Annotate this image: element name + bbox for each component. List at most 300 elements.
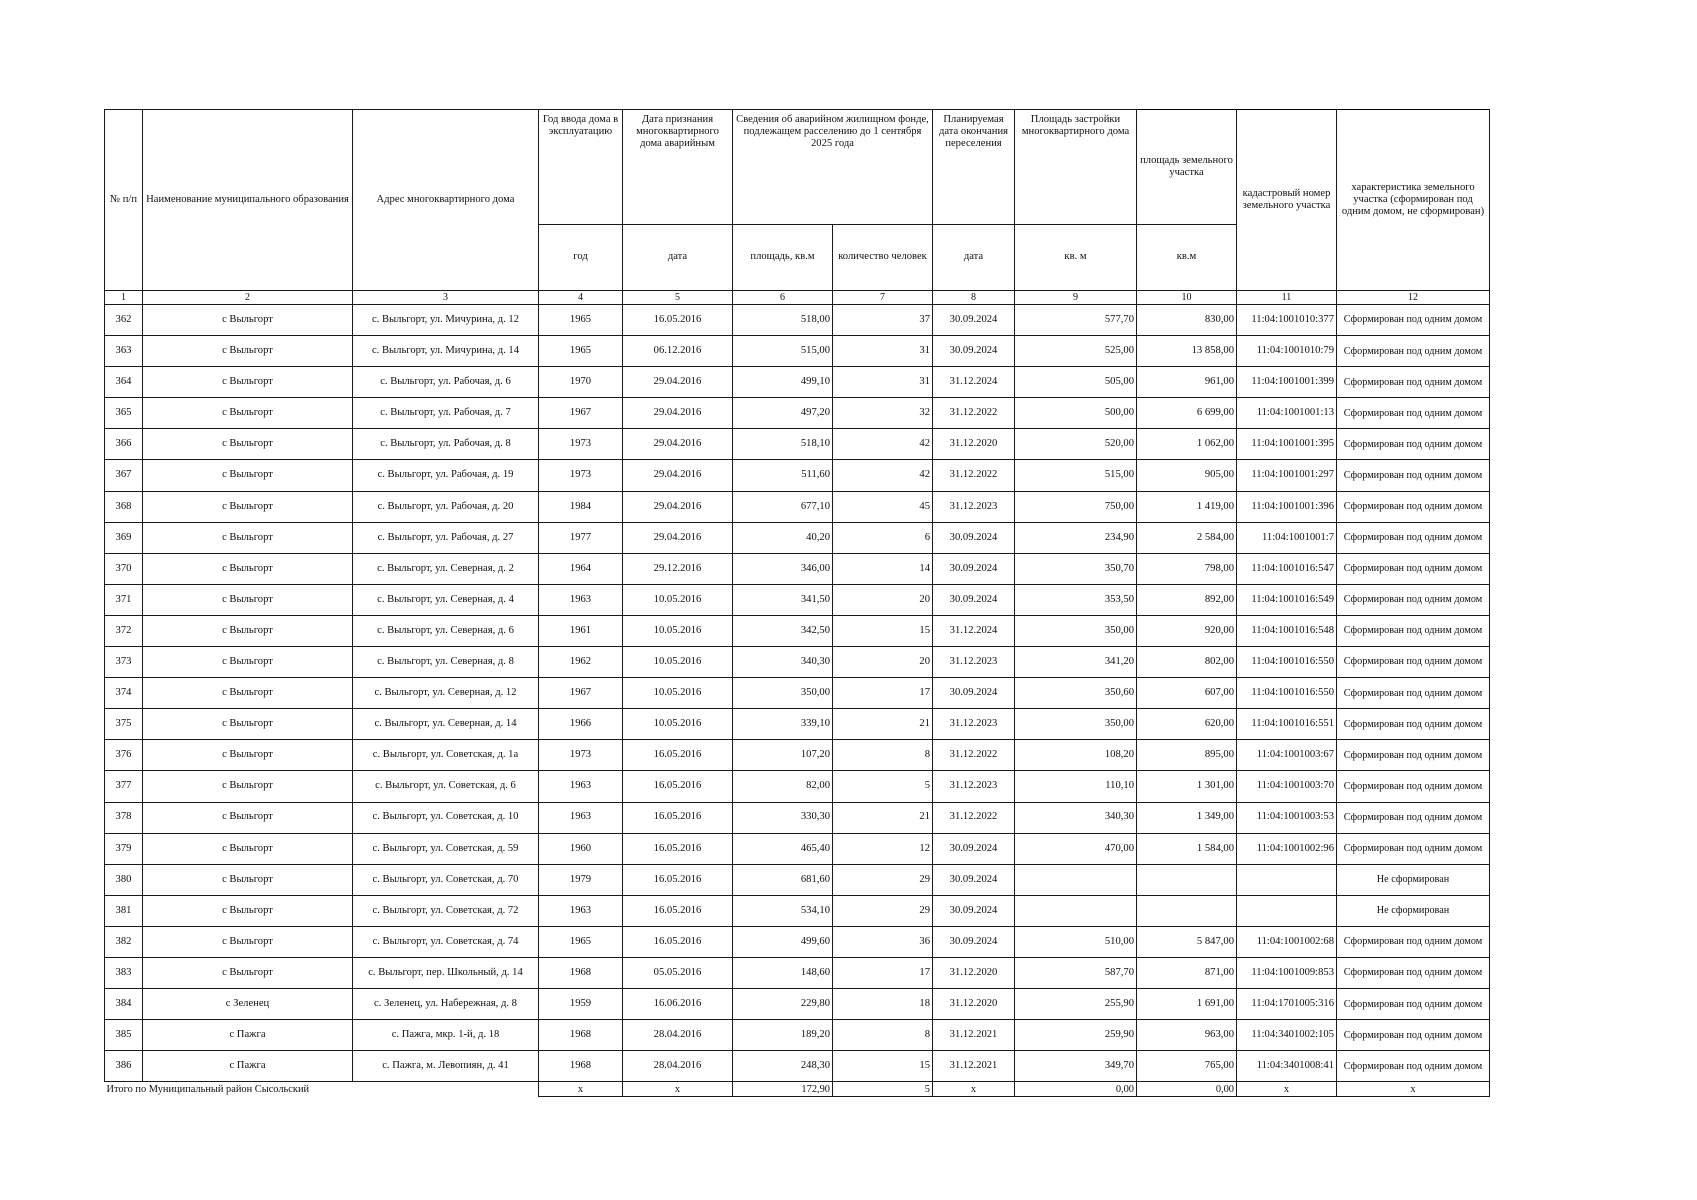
land-area-cell: 895,00 bbox=[1137, 740, 1237, 771]
date-cell: 29.12.2016 bbox=[623, 553, 733, 584]
land-status-cell: Сформирован под одним домом bbox=[1337, 926, 1490, 957]
address-cell: с. Выльгорт, ул. Рабочая, д. 6 bbox=[353, 367, 539, 398]
date-cell: 16.05.2016 bbox=[623, 895, 733, 926]
column-number: 2 bbox=[143, 291, 353, 305]
people-cell: 36 bbox=[833, 926, 933, 957]
land-area-cell: 963,00 bbox=[1137, 1020, 1237, 1051]
land-status-cell: Сформирован под одним домом bbox=[1337, 678, 1490, 709]
date-cell: 06.12.2016 bbox=[623, 336, 733, 367]
land-area-cell: 13 858,00 bbox=[1137, 336, 1237, 367]
land-area-cell: 2 584,00 bbox=[1137, 522, 1237, 553]
plan-date-cell: 31.12.2022 bbox=[933, 802, 1015, 833]
build-area-cell: 255,90 bbox=[1015, 989, 1137, 1020]
area-cell: 330,30 bbox=[733, 802, 833, 833]
people-cell: 8 bbox=[833, 740, 933, 771]
land-area-cell: 961,00 bbox=[1137, 367, 1237, 398]
year-cell: 1977 bbox=[539, 522, 623, 553]
cadastral-cell: 11:04:1001003:70 bbox=[1237, 771, 1337, 802]
plan-date-cell: 31.12.2022 bbox=[933, 740, 1015, 771]
total-build-cell: 0,00 bbox=[1015, 1082, 1137, 1097]
cadastral-cell: 11:04:1001001:7 bbox=[1237, 522, 1337, 553]
plan-date-cell: 30.09.2024 bbox=[933, 336, 1015, 367]
row-number: 380 bbox=[105, 864, 143, 895]
plan-date-cell: 31.12.2020 bbox=[933, 429, 1015, 460]
land-status-cell: Сформирован под одним домом bbox=[1337, 1020, 1490, 1051]
plan-date-cell: 31.12.2022 bbox=[933, 398, 1015, 429]
cadastral-cell bbox=[1237, 864, 1337, 895]
land-status-cell: Сформирован под одним домом bbox=[1337, 802, 1490, 833]
column-number: 8 bbox=[933, 291, 1015, 305]
area-cell: 518,00 bbox=[733, 305, 833, 336]
cadastral-cell: 11:04:3401002:105 bbox=[1237, 1020, 1337, 1051]
table-row bbox=[105, 895, 1490, 926]
address-cell: с. Выльгорт, ул. Северная, д. 2 bbox=[353, 553, 539, 584]
year-cell: 1967 bbox=[539, 678, 623, 709]
people-cell: 14 bbox=[833, 553, 933, 584]
column-number: 5 bbox=[623, 291, 733, 305]
year-cell: 1959 bbox=[539, 989, 623, 1020]
total-area-cell: 172,90 bbox=[733, 1082, 833, 1097]
land-area-cell: 1 062,00 bbox=[1137, 429, 1237, 460]
land-status-cell: Сформирован под одним домом bbox=[1337, 957, 1490, 988]
build-area-cell: 234,90 bbox=[1015, 522, 1137, 553]
date-cell: 28.04.2016 bbox=[623, 1020, 733, 1051]
people-cell: 8 bbox=[833, 1020, 933, 1051]
build-area-cell: 510,00 bbox=[1015, 926, 1137, 957]
municipality-cell: с Зеленец bbox=[143, 989, 353, 1020]
row-number: 379 bbox=[105, 833, 143, 864]
table-row bbox=[105, 429, 1490, 460]
date-cell: 10.05.2016 bbox=[623, 647, 733, 678]
area-cell: 340,30 bbox=[733, 647, 833, 678]
header-emergency-fund: Сведения об аварийном жилищном фонде, подлежащем расселению до 1 сентября 2025 года bbox=[733, 110, 933, 225]
subheader-people: количество человек bbox=[833, 225, 933, 291]
date-cell: 29.04.2016 bbox=[623, 367, 733, 398]
municipality-cell: с Выльгорт bbox=[143, 833, 353, 864]
table-row bbox=[105, 957, 1490, 988]
build-area-cell bbox=[1015, 864, 1137, 895]
column-number: 4 bbox=[539, 291, 623, 305]
plan-date-cell: 31.12.2023 bbox=[933, 647, 1015, 678]
area-cell: 341,50 bbox=[733, 584, 833, 615]
row-number: 373 bbox=[105, 647, 143, 678]
year-cell: 1966 bbox=[539, 709, 623, 740]
build-area-cell: 341,20 bbox=[1015, 647, 1137, 678]
plan-date-cell: 30.09.2024 bbox=[933, 678, 1015, 709]
address-cell: с. Выльгорт, ул. Северная, д. 4 bbox=[353, 584, 539, 615]
address-cell: с. Выльгорт, ул. Северная, д. 6 bbox=[353, 615, 539, 646]
people-cell: 15 bbox=[833, 615, 933, 646]
cadastral-cell: 11:04:1001016:551 bbox=[1237, 709, 1337, 740]
address-cell: с. Выльгорт, ул. Северная, д. 14 bbox=[353, 709, 539, 740]
column-number: 1 bbox=[105, 291, 143, 305]
plan-date-cell: 30.09.2024 bbox=[933, 833, 1015, 864]
land-area-cell: 1 584,00 bbox=[1137, 833, 1237, 864]
address-cell: с. Выльгорт, ул. Северная, д. 8 bbox=[353, 647, 539, 678]
year-cell: 1973 bbox=[539, 460, 623, 491]
land-status-cell: Сформирован под одним домом bbox=[1337, 740, 1490, 771]
build-area-cell: 587,70 bbox=[1015, 957, 1137, 988]
row-number: 364 bbox=[105, 367, 143, 398]
area-cell: 518,10 bbox=[733, 429, 833, 460]
cadastral-cell: 11:04:1001002:96 bbox=[1237, 833, 1337, 864]
date-cell: 29.04.2016 bbox=[623, 491, 733, 522]
row-number: 370 bbox=[105, 553, 143, 584]
area-cell: 499,10 bbox=[733, 367, 833, 398]
address-cell: с. Выльгорт, ул. Советская, д. 1а bbox=[353, 740, 539, 771]
municipality-cell: с Выльгорт bbox=[143, 336, 353, 367]
row-number: 386 bbox=[105, 1051, 143, 1082]
land-area-cell: 798,00 bbox=[1137, 553, 1237, 584]
year-cell: 1973 bbox=[539, 740, 623, 771]
year-cell: 1968 bbox=[539, 957, 623, 988]
date-cell: 16.06.2016 bbox=[623, 989, 733, 1020]
cadastral-cell: 11:04:1001009:853 bbox=[1237, 957, 1337, 988]
subheader-plan-date: дата bbox=[933, 225, 1015, 291]
cadastral-cell: 11:04:1001001:297 bbox=[1237, 460, 1337, 491]
build-area-cell: 349,70 bbox=[1015, 1051, 1137, 1082]
total-people-cell: 5 bbox=[833, 1082, 933, 1097]
plan-date-cell: 30.09.2024 bbox=[933, 895, 1015, 926]
plan-date-cell: 31.12.2023 bbox=[933, 709, 1015, 740]
subheader-kvm: кв.м bbox=[1137, 225, 1237, 291]
address-cell: с. Выльгорт, ул. Рабочая, д. 27 bbox=[353, 522, 539, 553]
header-build-area: Площадь застройки многоквартирного дома bbox=[1015, 110, 1137, 225]
cadastral-cell: 11:04:1001001:396 bbox=[1237, 491, 1337, 522]
header-row bbox=[105, 110, 1490, 225]
build-area-cell: 350,60 bbox=[1015, 678, 1137, 709]
land-status-cell: Сформирован под одним домом bbox=[1337, 553, 1490, 584]
header-planned-date: Планируемая дата окончания переселения bbox=[933, 110, 1015, 225]
total-row bbox=[105, 1082, 1490, 1097]
municipality-cell: с Выльгорт bbox=[143, 367, 353, 398]
land-area-cell: 871,00 bbox=[1137, 957, 1237, 988]
total-year-cell: x bbox=[539, 1082, 623, 1097]
table-row bbox=[105, 336, 1490, 367]
land-status-cell: Сформирован под одним домом bbox=[1337, 522, 1490, 553]
address-cell: с. Выльгорт, ул. Рабочая, д. 19 bbox=[353, 460, 539, 491]
header-address: Адрес многоквартирного дома bbox=[353, 110, 539, 291]
municipality-cell: с Выльгорт bbox=[143, 584, 353, 615]
land-area-cell: 1 419,00 bbox=[1137, 491, 1237, 522]
total-plan-cell: x bbox=[933, 1082, 1015, 1097]
land-status-cell: Сформирован под одним домом bbox=[1337, 491, 1490, 522]
subheader-year: год bbox=[539, 225, 623, 291]
area-cell: 189,20 bbox=[733, 1020, 833, 1051]
total-land-cell: 0,00 bbox=[1137, 1082, 1237, 1097]
people-cell: 17 bbox=[833, 957, 933, 988]
header-land-char: характеристика земельного участка (сформирован под одним домом, не сформирован) bbox=[1337, 110, 1490, 291]
table-row bbox=[105, 740, 1490, 771]
cadastral-cell: 11:04:1001002:68 bbox=[1237, 926, 1337, 957]
municipality-cell: с Выльгорт bbox=[143, 771, 353, 802]
year-cell: 1960 bbox=[539, 833, 623, 864]
people-cell: 5 bbox=[833, 771, 933, 802]
column-number: 11 bbox=[1237, 291, 1337, 305]
land-area-cell: 620,00 bbox=[1137, 709, 1237, 740]
build-area-cell bbox=[1015, 895, 1137, 926]
area-cell: 534,10 bbox=[733, 895, 833, 926]
build-area-cell: 259,90 bbox=[1015, 1020, 1137, 1051]
land-status-cell: Сформирован под одним домом bbox=[1337, 833, 1490, 864]
cadastral-cell: 11:04:1001003:67 bbox=[1237, 740, 1337, 771]
row-number: 384 bbox=[105, 989, 143, 1020]
build-area-cell: 750,00 bbox=[1015, 491, 1137, 522]
build-area-cell: 340,30 bbox=[1015, 802, 1137, 833]
area-cell: 342,50 bbox=[733, 615, 833, 646]
people-cell: 32 bbox=[833, 398, 933, 429]
year-cell: 1965 bbox=[539, 926, 623, 957]
date-cell: 28.04.2016 bbox=[623, 1051, 733, 1082]
municipality-cell: с Выльгорт bbox=[143, 522, 353, 553]
subheader-area: площадь, кв.м bbox=[733, 225, 833, 291]
municipality-cell: с Выльгорт bbox=[143, 864, 353, 895]
table-row bbox=[105, 864, 1490, 895]
row-number: 377 bbox=[105, 771, 143, 802]
date-cell: 29.04.2016 bbox=[623, 460, 733, 491]
address-cell: с. Выльгорт, ул. Советская, д. 6 bbox=[353, 771, 539, 802]
total-label: Итого по Муниципальный район Сысольский bbox=[105, 1082, 539, 1097]
date-cell: 29.04.2016 bbox=[623, 398, 733, 429]
cadastral-cell: 11:04:1001016:550 bbox=[1237, 647, 1337, 678]
row-number: 372 bbox=[105, 615, 143, 646]
header-cadastral: кадастровый номер земельного участка bbox=[1237, 110, 1337, 291]
plan-date-cell: 31.12.2023 bbox=[933, 771, 1015, 802]
year-cell: 1965 bbox=[539, 305, 623, 336]
municipality-cell: с Выльгорт bbox=[143, 398, 353, 429]
total-status-cell: x bbox=[1337, 1082, 1490, 1097]
address-cell: с. Пажга, м. Левопиян, д. 41 bbox=[353, 1051, 539, 1082]
land-status-cell: Не сформирован bbox=[1337, 895, 1490, 926]
date-cell: 29.04.2016 bbox=[623, 429, 733, 460]
build-area-cell: 525,00 bbox=[1015, 336, 1137, 367]
date-cell: 05.05.2016 bbox=[623, 957, 733, 988]
table-row bbox=[105, 615, 1490, 646]
land-area-cell: 892,00 bbox=[1137, 584, 1237, 615]
date-cell: 29.04.2016 bbox=[623, 522, 733, 553]
row-number: 368 bbox=[105, 491, 143, 522]
date-cell: 16.05.2016 bbox=[623, 802, 733, 833]
municipality-cell: с Выльгорт bbox=[143, 429, 353, 460]
date-cell: 16.05.2016 bbox=[623, 305, 733, 336]
header-num: № п/п bbox=[105, 110, 143, 291]
municipality-cell: с Выльгорт bbox=[143, 802, 353, 833]
people-cell: 15 bbox=[833, 1051, 933, 1082]
date-cell: 16.05.2016 bbox=[623, 833, 733, 864]
build-area-cell: 350,70 bbox=[1015, 553, 1137, 584]
land-area-cell bbox=[1137, 864, 1237, 895]
land-status-cell: Сформирован под одним домом bbox=[1337, 398, 1490, 429]
year-cell: 1967 bbox=[539, 398, 623, 429]
area-cell: 499,60 bbox=[733, 926, 833, 957]
table-row bbox=[105, 522, 1490, 553]
people-cell: 29 bbox=[833, 895, 933, 926]
cadastral-cell: 11:04:1001016:549 bbox=[1237, 584, 1337, 615]
area-cell: 40,20 bbox=[733, 522, 833, 553]
people-cell: 31 bbox=[833, 336, 933, 367]
table-row bbox=[105, 553, 1490, 584]
cadastral-cell bbox=[1237, 895, 1337, 926]
housing-table-sheet bbox=[104, 109, 1490, 1097]
row-number: 383 bbox=[105, 957, 143, 988]
land-status-cell: Сформирован под одним домом bbox=[1337, 367, 1490, 398]
column-number: 7 bbox=[833, 291, 933, 305]
land-area-cell: 5 847,00 bbox=[1137, 926, 1237, 957]
area-cell: 339,10 bbox=[733, 709, 833, 740]
area-cell: 465,40 bbox=[733, 833, 833, 864]
date-cell: 16.05.2016 bbox=[623, 740, 733, 771]
municipality-cell: с Выльгорт bbox=[143, 678, 353, 709]
table-row bbox=[105, 926, 1490, 957]
cadastral-cell: 11:04:1001016:547 bbox=[1237, 553, 1337, 584]
date-cell: 10.05.2016 bbox=[623, 678, 733, 709]
cadastral-cell: 11:04:1001001:395 bbox=[1237, 429, 1337, 460]
year-cell: 1963 bbox=[539, 802, 623, 833]
cadastral-cell: 11:04:1001010:79 bbox=[1237, 336, 1337, 367]
land-status-cell: Сформирован под одним домом bbox=[1337, 989, 1490, 1020]
year-cell: 1970 bbox=[539, 367, 623, 398]
date-cell: 16.05.2016 bbox=[623, 926, 733, 957]
address-cell: с. Выльгорт, ул. Советская, д. 10 bbox=[353, 802, 539, 833]
plan-date-cell: 31.12.2021 bbox=[933, 1020, 1015, 1051]
year-cell: 1964 bbox=[539, 553, 623, 584]
area-cell: 148,60 bbox=[733, 957, 833, 988]
date-cell: 16.05.2016 bbox=[623, 864, 733, 895]
date-cell: 16.05.2016 bbox=[623, 771, 733, 802]
column-number: 3 bbox=[353, 291, 539, 305]
land-area-cell: 920,00 bbox=[1137, 615, 1237, 646]
table-row bbox=[105, 305, 1490, 336]
cadastral-cell: 11:04:1001001:13 bbox=[1237, 398, 1337, 429]
people-cell: 21 bbox=[833, 709, 933, 740]
column-number-row bbox=[105, 291, 1490, 305]
land-area-cell bbox=[1137, 895, 1237, 926]
build-area-cell: 108,20 bbox=[1015, 740, 1137, 771]
year-cell: 1961 bbox=[539, 615, 623, 646]
address-cell: с. Выльгорт, ул. Рабочая, д. 8 bbox=[353, 429, 539, 460]
column-number: 9 bbox=[1015, 291, 1137, 305]
plan-date-cell: 30.09.2024 bbox=[933, 305, 1015, 336]
people-cell: 37 bbox=[833, 305, 933, 336]
date-cell: 10.05.2016 bbox=[623, 615, 733, 646]
area-cell: 229,80 bbox=[733, 989, 833, 1020]
land-status-cell: Сформирован под одним домом bbox=[1337, 647, 1490, 678]
row-number: 365 bbox=[105, 398, 143, 429]
land-area-cell: 1 301,00 bbox=[1137, 771, 1237, 802]
people-cell: 42 bbox=[833, 429, 933, 460]
address-cell: с. Выльгорт, ул. Рабочая, д. 20 bbox=[353, 491, 539, 522]
table-row bbox=[105, 709, 1490, 740]
table-row bbox=[105, 1020, 1490, 1051]
land-status-cell: Сформирован под одним домом bbox=[1337, 460, 1490, 491]
table-row bbox=[105, 833, 1490, 864]
people-cell: 31 bbox=[833, 367, 933, 398]
people-cell: 18 bbox=[833, 989, 933, 1020]
municipality-cell: с Выльгорт bbox=[143, 709, 353, 740]
row-number: 366 bbox=[105, 429, 143, 460]
area-cell: 511,60 bbox=[733, 460, 833, 491]
plan-date-cell: 31.12.2024 bbox=[933, 367, 1015, 398]
land-area-cell: 905,00 bbox=[1137, 460, 1237, 491]
cadastral-cell: 11:04:3401008:41 bbox=[1237, 1051, 1337, 1082]
plan-date-cell: 31.12.2024 bbox=[933, 615, 1015, 646]
land-area-cell: 1 691,00 bbox=[1137, 989, 1237, 1020]
header-municipality: Наименование муниципального образования bbox=[143, 110, 353, 291]
column-number: 6 bbox=[733, 291, 833, 305]
municipality-cell: с Выльгорт bbox=[143, 895, 353, 926]
row-number: 362 bbox=[105, 305, 143, 336]
subheader-sqm: кв. м bbox=[1015, 225, 1137, 291]
people-cell: 45 bbox=[833, 491, 933, 522]
row-number: 378 bbox=[105, 802, 143, 833]
year-cell: 1968 bbox=[539, 1051, 623, 1082]
cadastral-cell: 11:04:1001003:53 bbox=[1237, 802, 1337, 833]
land-status-cell: Сформирован под одним домом bbox=[1337, 1051, 1490, 1082]
address-cell: с. Выльгорт, ул. Северная, д. 12 bbox=[353, 678, 539, 709]
address-cell: с. Пажга, мкр. 1-й, д. 18 bbox=[353, 1020, 539, 1051]
build-area-cell: 500,00 bbox=[1015, 398, 1137, 429]
row-number: 369 bbox=[105, 522, 143, 553]
address-cell: с. Выльгорт, ул. Мичурина, д. 14 bbox=[353, 336, 539, 367]
land-area-cell: 607,00 bbox=[1137, 678, 1237, 709]
build-area-cell: 470,00 bbox=[1015, 833, 1137, 864]
table-row bbox=[105, 678, 1490, 709]
build-area-cell: 350,00 bbox=[1015, 615, 1137, 646]
year-cell: 1979 bbox=[539, 864, 623, 895]
cadastral-cell: 11:04:1001016:548 bbox=[1237, 615, 1337, 646]
land-status-cell: Сформирован под одним домом bbox=[1337, 771, 1490, 802]
column-number: 12 bbox=[1337, 291, 1490, 305]
land-status-cell: Не сформирован bbox=[1337, 864, 1490, 895]
area-cell: 82,00 bbox=[733, 771, 833, 802]
year-cell: 1973 bbox=[539, 429, 623, 460]
area-cell: 681,60 bbox=[733, 864, 833, 895]
people-cell: 42 bbox=[833, 460, 933, 491]
area-cell: 350,00 bbox=[733, 678, 833, 709]
emergency-housing-table bbox=[104, 109, 1490, 1097]
address-cell: с. Выльгорт, пер. Школьный, д. 14 bbox=[353, 957, 539, 988]
people-cell: 6 bbox=[833, 522, 933, 553]
area-cell: 497,20 bbox=[733, 398, 833, 429]
header-year-commission: Год ввода дома в эксплуатацию bbox=[539, 110, 623, 225]
table-row bbox=[105, 491, 1490, 522]
plan-date-cell: 30.09.2024 bbox=[933, 522, 1015, 553]
municipality-cell: с Выльгорт bbox=[143, 491, 353, 522]
address-cell: с. Выльгорт, ул. Советская, д. 74 bbox=[353, 926, 539, 957]
total-cad-cell: x bbox=[1237, 1082, 1337, 1097]
plan-date-cell: 30.09.2024 bbox=[933, 926, 1015, 957]
land-status-cell: Сформирован под одним домом bbox=[1337, 429, 1490, 460]
people-cell: 29 bbox=[833, 864, 933, 895]
address-cell: с. Зеленец, ул. Набережная, д. 8 bbox=[353, 989, 539, 1020]
land-status-cell: Сформирован под одним домом bbox=[1337, 584, 1490, 615]
plan-date-cell: 30.09.2024 bbox=[933, 584, 1015, 615]
cadastral-cell: 11:04:1001016:550 bbox=[1237, 678, 1337, 709]
year-cell: 1965 bbox=[539, 336, 623, 367]
header-land-area: площадь земельного участка bbox=[1137, 110, 1237, 225]
area-cell: 677,10 bbox=[733, 491, 833, 522]
land-status-cell: Сформирован под одним домом bbox=[1337, 336, 1490, 367]
header-date-emergency: Дата признания многоквартирного дома аварийным bbox=[623, 110, 733, 225]
land-area-cell: 830,00 bbox=[1137, 305, 1237, 336]
area-cell: 107,20 bbox=[733, 740, 833, 771]
build-area-cell: 515,00 bbox=[1015, 460, 1137, 491]
table-row bbox=[105, 367, 1490, 398]
plan-date-cell: 30.09.2024 bbox=[933, 864, 1015, 895]
table-row bbox=[105, 584, 1490, 615]
municipality-cell: с Выльгорт bbox=[143, 957, 353, 988]
municipality-cell: с Выльгорт bbox=[143, 553, 353, 584]
